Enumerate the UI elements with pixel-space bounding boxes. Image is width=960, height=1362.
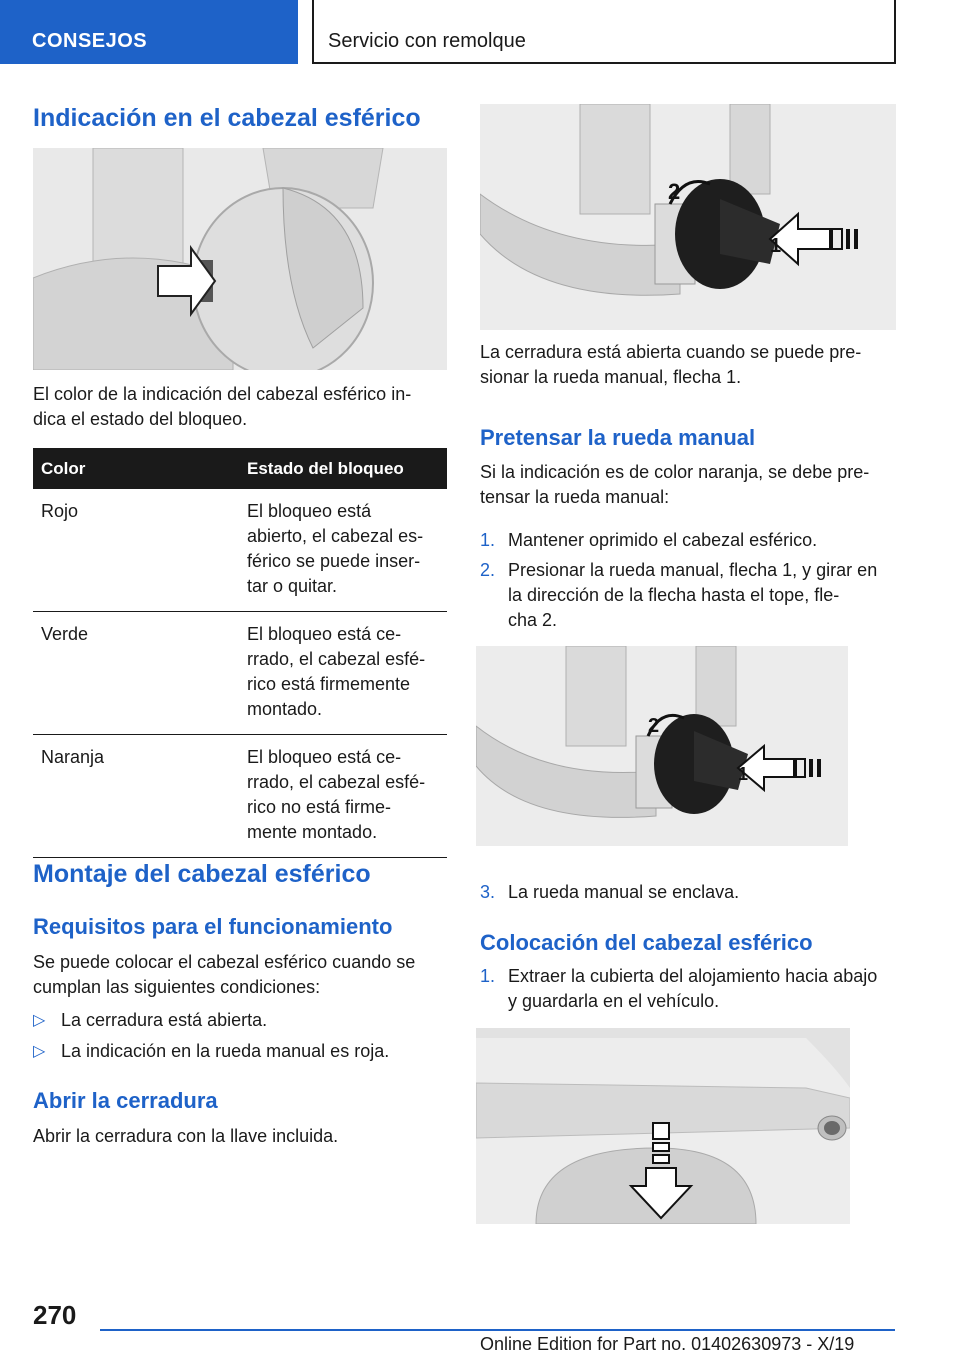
subsection-title: Servicio con remolque	[328, 30, 526, 52]
list-item	[480, 558, 896, 634]
cell-state-line: rrado, el cabezal esfé-	[247, 772, 426, 792]
cell-state-line: tar o quitar.	[247, 576, 338, 596]
step-number: 1.	[480, 966, 496, 986]
cell-state-line: rico no está firme-	[247, 797, 392, 817]
table-row	[33, 735, 447, 858]
cell-state-line: férico se puede inser-	[247, 551, 421, 571]
list-item	[480, 528, 896, 554]
cell-state-line: El bloqueo está	[247, 501, 372, 521]
heading-abrir: Abrir la cerradura	[33, 1088, 218, 1113]
heading-montaje: Montaje del cabezal esférico	[33, 860, 371, 888]
table-row	[33, 489, 447, 612]
figure-cover-removal	[476, 1028, 850, 1224]
heading-pretensar: Pretensar la rueda manual	[480, 425, 756, 450]
list-item	[33, 1039, 447, 1065]
para-color-line-1: El color de la indicación del cabezal esférico in-	[33, 384, 412, 404]
para-req-line-2: cumplan las siguientes condiciones:	[33, 977, 321, 997]
hand-wheel-press-illustration	[480, 104, 896, 330]
cell-state-line: rico está firmemente	[247, 674, 411, 694]
bullet-arrow-icon: ▷	[33, 1012, 46, 1029]
ball-head-indicator-illustration	[33, 148, 447, 370]
cell-state	[239, 735, 447, 858]
step-text-line: cha 2.	[508, 610, 558, 630]
cell-state-line: rrado, el cabezal esfé-	[247, 649, 426, 669]
cell-state	[239, 612, 447, 735]
step-text: Mantener oprimido el cabezal esférico.	[508, 530, 818, 550]
table-header-state: Estado del bloqueo	[239, 448, 447, 489]
step-text-line: la dirección de la flecha hasta el tope, fle-	[508, 585, 840, 605]
footer-divider	[100, 1329, 895, 1331]
cell-state-line: El bloqueo está ce-	[247, 624, 402, 644]
step-text-line: y guardarla en el vehículo.	[508, 991, 720, 1011]
step-number: 3.	[480, 882, 496, 902]
heading-requisitos: Requisitos para el funcionamiento	[33, 914, 393, 939]
step-text-line: Presionar la rueda manual, flecha 1, y girar en	[508, 560, 878, 580]
section-tab-label: CONSEJOS	[32, 30, 148, 52]
para-abierta-line-1: La cerradura está abierta cuando se puede pre-	[480, 342, 862, 362]
heading-indicacion: Indicación en el cabezal esférico	[33, 104, 421, 132]
para-requisitos	[33, 950, 447, 1000]
cell-color: Naranja	[33, 735, 239, 858]
cell-state-line: mente montado.	[247, 822, 378, 842]
list-item	[480, 964, 900, 1016]
cell-state-line: El bloqueo está ce-	[247, 747, 402, 767]
figure-label-1: 1	[770, 235, 782, 257]
table-header-color: Color	[33, 448, 239, 489]
cell-color: Rojo	[33, 489, 239, 612]
heading-colocacion: Colocación del cabezal esférico	[480, 930, 813, 955]
cell-state-line: montado.	[247, 699, 323, 719]
figure-ball-head-indicator	[33, 148, 447, 370]
step-text	[508, 558, 877, 633]
hand-wheel-turn-illustration	[476, 646, 848, 846]
cell-color: Verde	[33, 612, 239, 735]
para-abrir: Abrir la cerradura con la llave incluida.	[33, 1126, 339, 1146]
section-tab[interactable]	[0, 0, 298, 64]
page-number: 270	[33, 1300, 77, 1330]
cell-state-line: abierto, el cabezal es-	[247, 526, 424, 546]
figure-label-1: 1	[738, 764, 749, 784]
para-pret-line-2: tensar la rueda manual:	[480, 487, 670, 507]
step-number: 1.	[480, 530, 496, 550]
step-number: 2.	[480, 560, 496, 580]
para-abierta	[480, 340, 896, 390]
footer-edition[interactable]: Online Edition for Part no. 01402630973 - X/19	[480, 1334, 855, 1354]
figure-label-2: 2	[668, 179, 681, 204]
table-header-row	[33, 448, 447, 489]
list-item	[33, 1008, 447, 1034]
list-item	[480, 880, 896, 906]
para-pret-line-1: Si la indicación es de color naranja, se debe pre-	[480, 462, 870, 482]
lock-state-table	[33, 448, 447, 858]
subsection-header	[312, 0, 896, 64]
step-text-line: Extraer la cubierta del alojamiento hacia abajo	[508, 966, 878, 986]
para-pretensar	[480, 460, 896, 510]
step-text: La rueda manual se enclava.	[508, 882, 740, 902]
figure-label-2: 2	[648, 715, 660, 737]
figure-hand-wheel-press	[480, 104, 896, 330]
table-row	[33, 612, 447, 735]
bullet-text: La indicación en la rueda manual es roja.	[61, 1041, 390, 1061]
para-color-intro	[33, 382, 447, 432]
figure-hand-wheel-turn	[476, 646, 848, 846]
step-text	[508, 964, 877, 1014]
para-req-line-1: Se puede colocar el cabezal esférico cuando se	[33, 952, 416, 972]
cover-removal-illustration	[476, 1028, 850, 1224]
bullet-arrow-icon: ▷	[33, 1043, 46, 1060]
cell-state	[239, 489, 447, 612]
bullet-text: La cerradura está abierta.	[61, 1010, 268, 1030]
para-color-line-2: dica el estado del bloqueo.	[33, 409, 248, 429]
para-abierta-line-2: sionar la rueda manual, flecha 1.	[480, 367, 742, 387]
